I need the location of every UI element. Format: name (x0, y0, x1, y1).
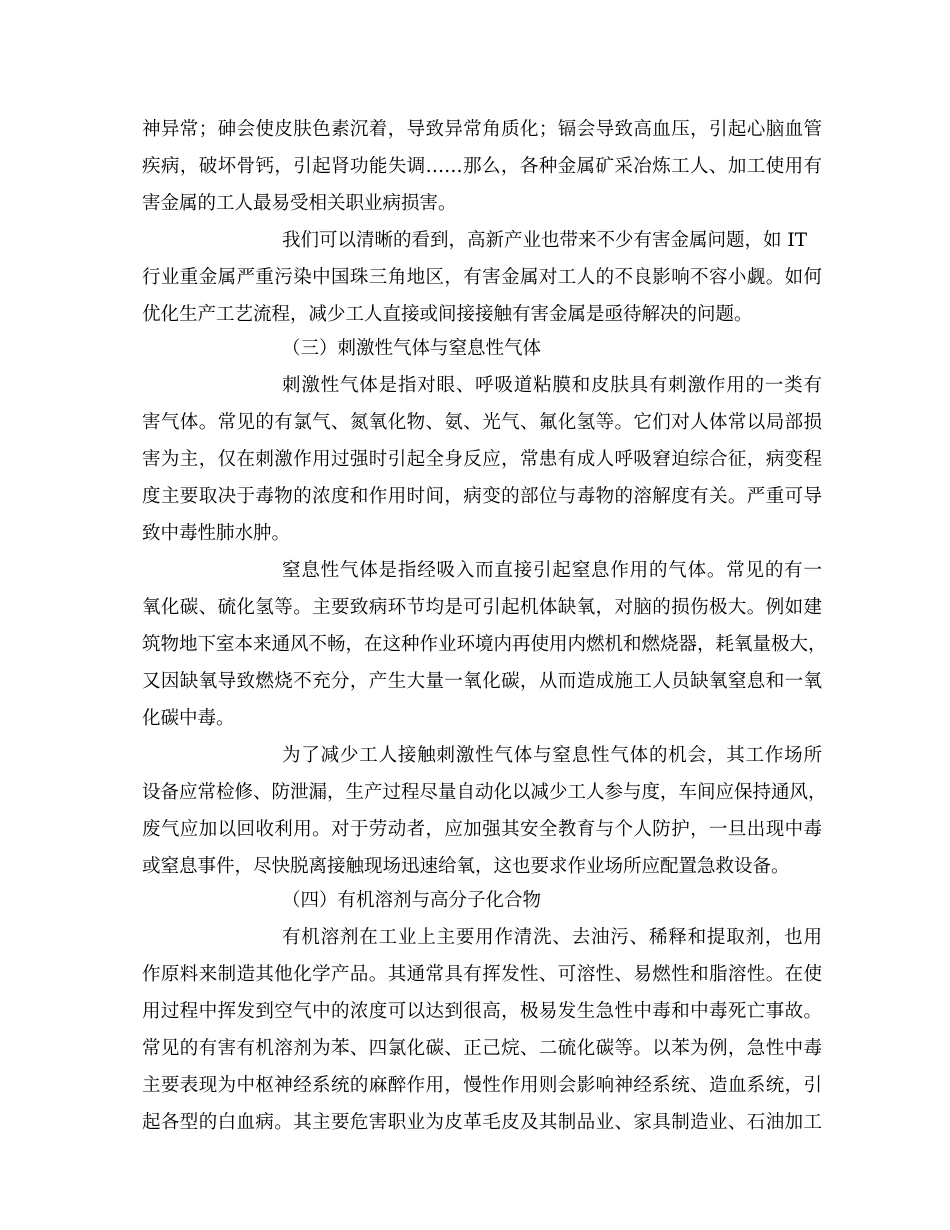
paragraph-3-line-4: 度主要取决于毒物的浓度和作用时间，病变的部位与毒物的溶解度有关。严重可导 (142, 486, 822, 507)
paragraph-3-line-1: 刺激性气体是指对眼、呼吸道粘膜和皮肤具有刺激作用的一类有 (282, 375, 822, 396)
paragraph-2-line-3: 优化生产工艺流程，减少工人直接或间接接触有害金属是亟待解决的问题。 (142, 304, 753, 325)
paragraph-3-line-2: 害气体。常见的有氯气、氮氧化物、氨、光气、氟化氢等。它们对人体常以局部损 (142, 412, 822, 433)
paragraph-2-line-2: 行业重金属严重污染中国珠三角地区，有害金属对工人的不良影响不容小觑。如何 (142, 267, 822, 288)
section-heading-3: （三）刺激性气体与窒息性气体 (282, 338, 542, 359)
paragraph-6-line-5: 主要表现为中枢神经系统的麻醉作用，慢性作用则会影响神经系统、造血系统，引 (142, 1075, 822, 1096)
paragraph-4-line-4: 又因缺氧导致燃烧不充分，产生大量一氧化碳，从而造成施工人员缺氧窒息和一氧 (142, 671, 822, 692)
paragraph-4-line-1: 窒息性气体是指经吸入而直接引起窒息作用的气体。常见的有一 (282, 560, 822, 581)
paragraph-5-line-2: 设备应常检修、防泄漏，生产过程尽量自动化以减少工人参与度，车间应保持通风， (142, 782, 827, 803)
paragraph-6-line-3: 用过程中挥发到空气中的浓度可以达到很高，极易发生急性中毒和中毒死亡事故。 (142, 1001, 822, 1022)
paragraph-6-line-4: 常见的有害有机溶剂为苯、四氯化碳、正己烷、二硫化碳等。以苯为例，急性中毒 (142, 1038, 822, 1059)
paragraph-5-line-1: 为了减少工人接触刺激性气体与窒息性气体的机会，其工作场所 (282, 745, 822, 766)
paragraph-5-line-3: 废气应加以回收利用。对于劳动者，应加强其安全教育与个人防护，一旦出现中毒 (142, 819, 822, 840)
paragraph-1-line-1: 神异常；砷会使皮肤色素沉着，导致异常角质化；镉会导致高血压，引起心脑血管 (142, 119, 822, 140)
paragraph-1-line-3: 害金属的工人最易受相关职业病损害。 (142, 193, 457, 214)
paragraph-1-line-2: 疾病，破坏骨钙，引起肾功能失调……那么，各种金属矿采冶炼工人、加工使用有 (142, 156, 822, 177)
paragraph-6-line-1: 有机溶剂在工业上主要用作清洗、去油污、稀释和提取剂，也用 (282, 927, 822, 948)
paragraph-4-line-3: 筑物地下室本来通风不畅，在这种作业环境内再使用内燃机和燃烧器，耗氧量极大， (142, 634, 827, 655)
paragraph-4-line-5: 化碳中毒。 (142, 708, 235, 729)
paragraph-3-line-5: 致中毒性肺水肿。 (142, 523, 291, 544)
paragraph-4-line-2: 氧化碳、硫化氢等。主要致病环节均是可引起机体缺氧，对脑的损伤极大。例如建 (142, 597, 822, 618)
paragraph-3-line-3: 害为主，仅在刺激作用过强时引起全身反应，常患有成人呼吸窘迫综合征，病变程 (142, 449, 822, 470)
paragraph-5-line-4: 或窒息事件，尽快脱离接触现场迅速给氧，这也要求作业场所应配置急救设备。 (142, 856, 790, 877)
paragraph-2-line-1: 我们可以清晰的看到，高新产业也带来不少有害金属问题，如 IT (282, 230, 808, 251)
section-heading-4: （四）有机溶剂与高分子化合物 (282, 890, 542, 911)
paragraph-6-line-2: 作原料来制造其他化学产品。其通常具有挥发性、可溶性、易燃性和脂溶性。在使 (142, 964, 822, 985)
paragraph-6-line-6: 起各型的白血病。其主要危害职业为皮革毛皮及其制品业、家具制造业、石油加工 (142, 1112, 822, 1133)
